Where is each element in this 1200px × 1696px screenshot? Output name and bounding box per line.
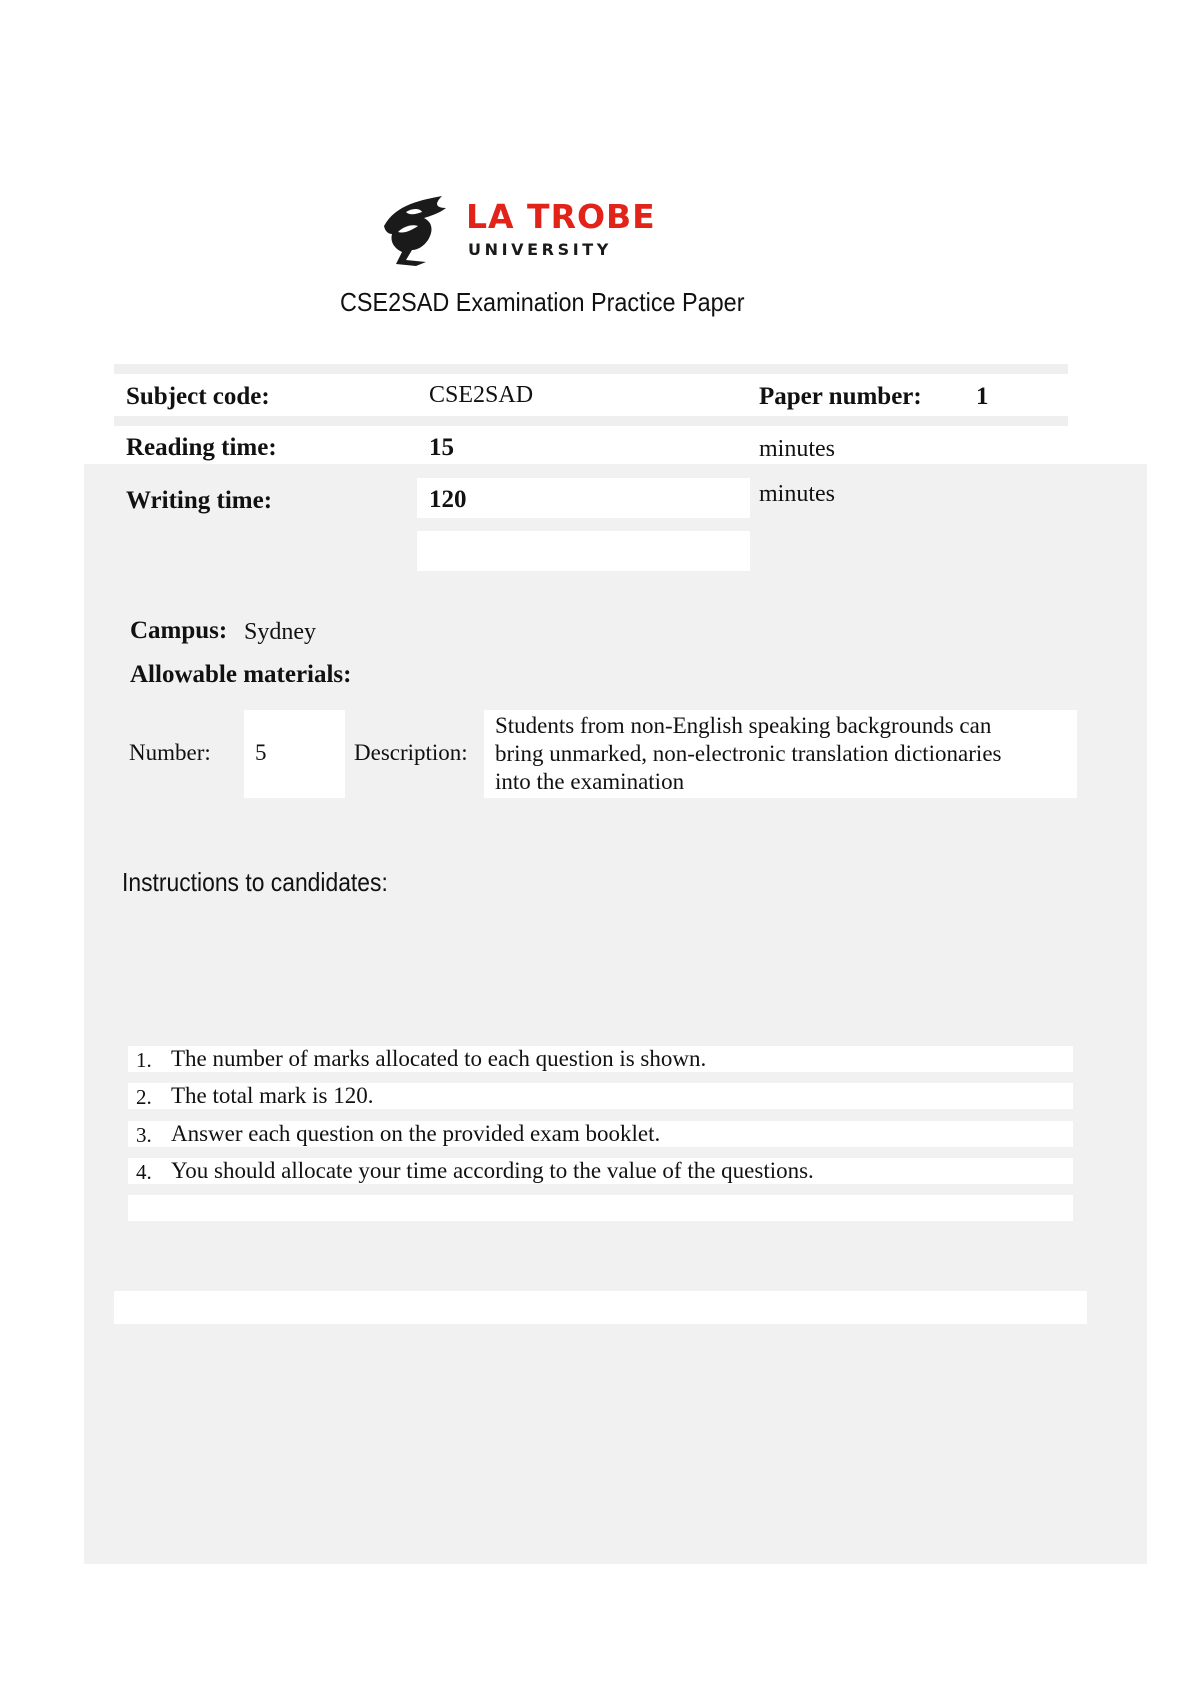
materials-number-label: Number:	[129, 740, 211, 765]
reading-time-unit: minutes	[759, 436, 835, 462]
eagle-icon	[376, 186, 466, 270]
materials-number-value: 5	[255, 740, 267, 765]
materials-description-label: Description:	[354, 740, 468, 765]
instruction-number: 3.	[136, 1123, 152, 1147]
header-strip-mid	[114, 416, 1068, 426]
instruction-item-empty	[128, 1195, 1073, 1221]
materials-description-text	[495, 712, 1001, 796]
instruction-text: You should allocate your time according to the value of the questions.	[171, 1158, 814, 1183]
writing-time-value: 120	[429, 486, 467, 513]
description-line: bring unmarked, non-electronic translation dictionaries	[495, 741, 1002, 766]
allowable-materials-heading: Allowable materials:	[130, 661, 352, 688]
writing-time-box	[417, 478, 750, 518]
instruction-text: The total mark is 120.	[171, 1083, 374, 1108]
logo-subtitle: UNIVERSITY	[468, 240, 612, 259]
instructions-heading: Instructions to candidates:	[122, 867, 388, 897]
empty-box	[417, 531, 750, 571]
instruction-item	[128, 1158, 1073, 1184]
instruction-item	[128, 1083, 1073, 1109]
subject-code-label: Subject code:	[126, 383, 270, 410]
instruction-item	[128, 1121, 1073, 1147]
reading-time-value: 15	[429, 434, 454, 461]
instruction-number: 1.	[136, 1048, 152, 1072]
logo-wordmark: LA TROBE	[466, 197, 656, 236]
instruction-number: 4.	[136, 1160, 152, 1184]
description-line: into the examination	[495, 769, 685, 794]
writing-time-unit: minutes	[759, 481, 835, 507]
subject-code-value: CSE2SAD	[429, 382, 534, 408]
instruction-text: Answer each question on the provided exam booklet.	[171, 1121, 661, 1146]
paper-number-value: 1	[976, 383, 989, 410]
header-strip-top	[114, 364, 1068, 374]
campus-value: Sydney	[244, 619, 316, 645]
paper-number-label: Paper number:	[759, 383, 922, 410]
page-title: CSE2SAD Examination Practice Paper	[340, 287, 745, 317]
instruction-text: The number of marks allocated to each question is shown.	[171, 1046, 707, 1071]
instruction-item	[128, 1046, 1073, 1072]
reading-time-label: Reading time:	[126, 434, 277, 461]
description-line: Students from non-English speaking backgrounds can	[495, 713, 992, 738]
campus-label: Campus:	[130, 617, 228, 644]
university-logo	[376, 186, 658, 270]
instruction-number: 2.	[136, 1085, 152, 1109]
writing-time-label: Writing time:	[126, 487, 273, 514]
empty-footer-box	[114, 1291, 1087, 1324]
